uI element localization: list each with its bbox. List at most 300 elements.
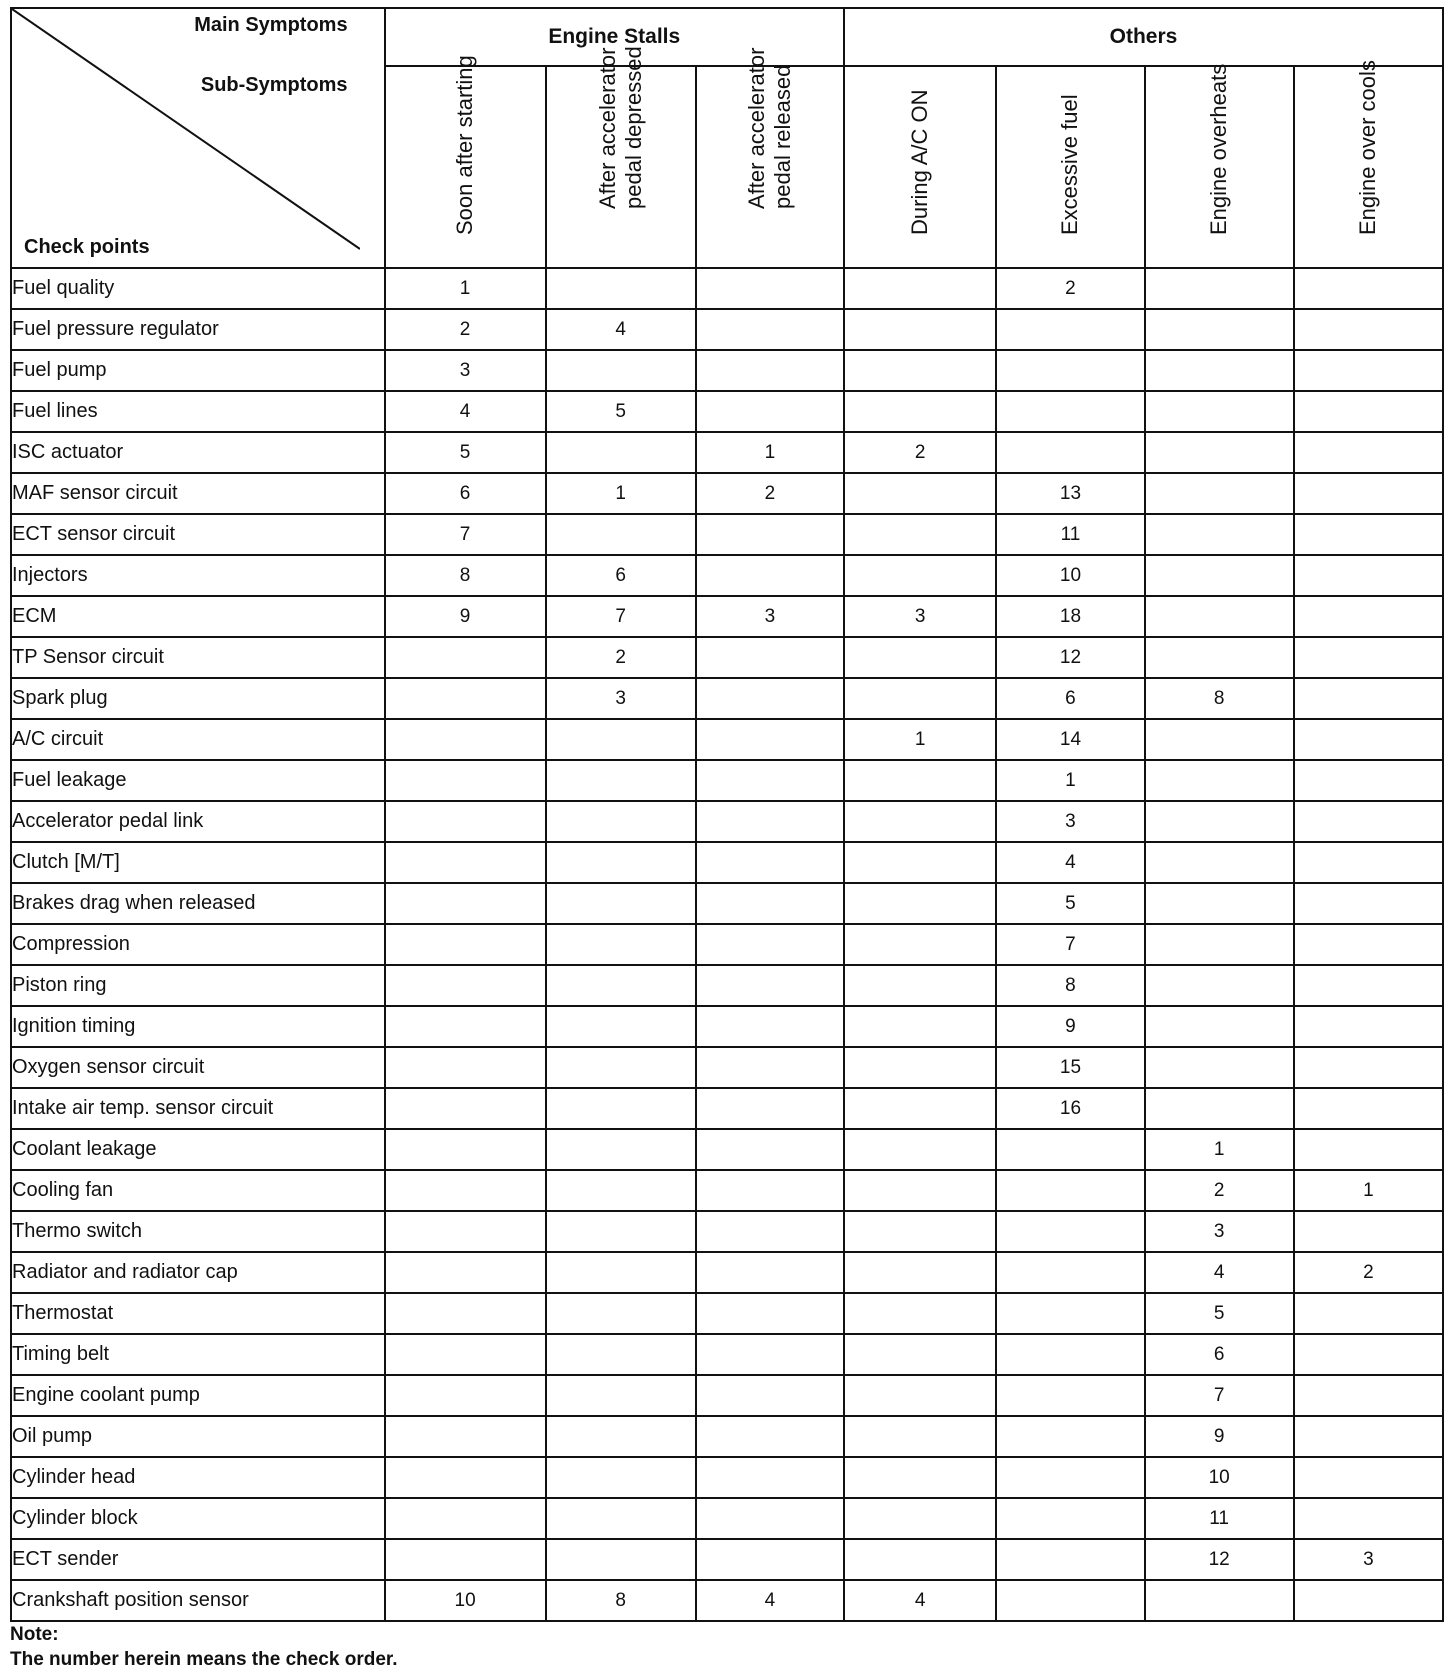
- check-order-cell: [546, 801, 696, 842]
- check-point-name: Oil pump: [11, 1416, 385, 1457]
- check-order-cell: [1145, 555, 1294, 596]
- check-order-cell: 5: [1145, 1293, 1294, 1334]
- table-row: [11, 842, 1443, 883]
- check-order-cell: 1: [546, 473, 696, 514]
- check-order-cell: 4: [385, 391, 546, 432]
- check-point-name: ISC actuator: [11, 432, 385, 473]
- check-order-cell: [1145, 719, 1294, 760]
- check-point-name: Fuel quality: [11, 268, 385, 309]
- table-row: [11, 965, 1443, 1006]
- table-row: [11, 1498, 1443, 1539]
- table-row: [11, 924, 1443, 965]
- check-order-cell: [996, 391, 1144, 432]
- check-order-cell: [1145, 1047, 1294, 1088]
- check-order-cell: [1145, 596, 1294, 637]
- check-order-cell: [1294, 1416, 1443, 1457]
- check-order-cell: [844, 1047, 996, 1088]
- check-order-cell: 3: [385, 350, 546, 391]
- check-order-cell: 12: [1145, 1539, 1294, 1580]
- check-order-cell: [385, 760, 546, 801]
- check-order-cell: 2: [844, 432, 996, 473]
- check-order-cell: [1145, 924, 1294, 965]
- check-order-cell: [385, 1498, 546, 1539]
- check-order-cell: 10: [1145, 1457, 1294, 1498]
- check-order-cell: [546, 1252, 696, 1293]
- check-order-cell: [1294, 473, 1443, 514]
- check-order-cell: [1294, 801, 1443, 842]
- check-order-cell: [1294, 1293, 1443, 1334]
- sub-symptom-header: [844, 66, 996, 268]
- check-points-label: Check points: [24, 236, 150, 258]
- check-order-cell: 5: [546, 391, 696, 432]
- check-order-cell: [996, 1539, 1144, 1580]
- check-order-cell: [996, 1211, 1144, 1252]
- check-order-cell: [385, 1293, 546, 1334]
- table-row: [11, 678, 1443, 719]
- check-order-cell: [385, 1047, 546, 1088]
- table-row: [11, 1539, 1443, 1580]
- check-order-cell: [1294, 760, 1443, 801]
- table-row: [11, 1047, 1443, 1088]
- table-row: [11, 760, 1443, 801]
- check-order-cell: [385, 719, 546, 760]
- sub-symptom-label: Engine over cools: [1355, 60, 1381, 235]
- check-order-cell: [844, 473, 996, 514]
- check-order-cell: [1294, 268, 1443, 309]
- check-order-cell: 12: [996, 637, 1144, 678]
- check-order-cell: [696, 924, 844, 965]
- check-order-cell: [844, 350, 996, 391]
- check-order-cell: 1: [696, 432, 844, 473]
- check-order-cell: 7: [546, 596, 696, 637]
- table-row: [11, 1416, 1443, 1457]
- check-order-cell: [996, 1252, 1144, 1293]
- check-order-cell: [844, 514, 996, 555]
- check-order-cell: 2: [1294, 1252, 1443, 1293]
- check-point-name: TP Sensor circuit: [11, 637, 385, 678]
- check-order-cell: [546, 965, 696, 1006]
- table-row: [11, 432, 1443, 473]
- check-order-cell: 10: [996, 555, 1144, 596]
- check-order-cell: 11: [996, 514, 1144, 555]
- sub-symptom-label: After accelerator pedal released: [743, 47, 795, 209]
- check-order-cell: [546, 350, 696, 391]
- check-order-cell: [996, 1129, 1144, 1170]
- table-body: [11, 268, 1443, 1621]
- check-order-cell: 3: [844, 596, 996, 637]
- check-order-cell: [1145, 391, 1294, 432]
- check-order-cell: 8: [385, 555, 546, 596]
- check-order-cell: [546, 1416, 696, 1457]
- check-order-cell: [696, 391, 844, 432]
- check-order-cell: [996, 1498, 1144, 1539]
- check-order-cell: 3: [696, 596, 844, 637]
- check-order-cell: [546, 1170, 696, 1211]
- check-order-cell: 1: [1145, 1129, 1294, 1170]
- check-order-cell: [1294, 1457, 1443, 1498]
- check-order-cell: [996, 350, 1144, 391]
- check-order-cell: 6: [1145, 1334, 1294, 1375]
- check-point-name: Timing belt: [11, 1334, 385, 1375]
- sub-symptom-header: [996, 66, 1144, 268]
- check-order-cell: [1294, 678, 1443, 719]
- check-order-cell: [546, 1375, 696, 1416]
- check-point-name: Compression: [11, 924, 385, 965]
- check-order-cell: [696, 965, 844, 1006]
- table-row: [11, 555, 1443, 596]
- check-point-name: Coolant leakage: [11, 1129, 385, 1170]
- check-order-cell: [546, 760, 696, 801]
- check-order-cell: 8: [546, 1580, 696, 1621]
- check-order-cell: [1145, 760, 1294, 801]
- check-order-cell: [1294, 1375, 1443, 1416]
- check-order-cell: [385, 1211, 546, 1252]
- check-order-cell: [844, 1211, 996, 1252]
- check-order-cell: [696, 1252, 844, 1293]
- sub-symptom-label: After accelerator pedal depressed: [594, 46, 646, 209]
- check-order-cell: 9: [1145, 1416, 1294, 1457]
- check-order-cell: [696, 1375, 844, 1416]
- check-order-cell: 6: [996, 678, 1144, 719]
- check-order-cell: [1145, 309, 1294, 350]
- check-order-cell: [385, 883, 546, 924]
- check-order-cell: 3: [996, 801, 1144, 842]
- check-order-cell: [546, 1129, 696, 1170]
- check-order-cell: 7: [996, 924, 1144, 965]
- check-order-cell: [996, 1334, 1144, 1375]
- check-order-cell: [696, 883, 844, 924]
- check-point-name: Spark plug: [11, 678, 385, 719]
- check-point-name: Thermostat: [11, 1293, 385, 1334]
- check-order-cell: 3: [1294, 1539, 1443, 1580]
- check-point-name: Oxygen sensor circuit: [11, 1047, 385, 1088]
- check-order-cell: 11: [1145, 1498, 1294, 1539]
- header-corner: [11, 8, 385, 268]
- check-order-cell: 8: [996, 965, 1144, 1006]
- check-point-name: Brakes drag when released: [11, 883, 385, 924]
- check-order-cell: 1: [1294, 1170, 1443, 1211]
- check-order-cell: [696, 719, 844, 760]
- check-point-name: ECM: [11, 596, 385, 637]
- check-order-cell: [546, 719, 696, 760]
- check-order-cell: [844, 924, 996, 965]
- check-order-cell: [1294, 350, 1443, 391]
- check-order-cell: [385, 924, 546, 965]
- table-row: [11, 801, 1443, 842]
- check-order-cell: 2: [385, 309, 546, 350]
- check-order-cell: [1145, 473, 1294, 514]
- check-order-cell: [844, 965, 996, 1006]
- check-order-cell: [546, 1088, 696, 1129]
- check-order-cell: [385, 637, 546, 678]
- check-order-cell: [844, 883, 996, 924]
- check-point-name: Fuel leakage: [11, 760, 385, 801]
- check-order-cell: [696, 1088, 844, 1129]
- check-point-name: Cylinder block: [11, 1498, 385, 1539]
- check-point-name: ECT sender: [11, 1539, 385, 1580]
- check-order-cell: [385, 678, 546, 719]
- sub-symptom-header: [696, 47, 844, 268]
- check-order-cell: [1294, 842, 1443, 883]
- check-order-cell: [1294, 1047, 1443, 1088]
- check-order-cell: [385, 1539, 546, 1580]
- check-order-cell: [696, 555, 844, 596]
- check-order-cell: [385, 801, 546, 842]
- table-row: [11, 1457, 1443, 1498]
- table-row: [11, 596, 1443, 637]
- check-point-name: Radiator and radiator cap: [11, 1252, 385, 1293]
- check-order-cell: 9: [996, 1006, 1144, 1047]
- check-order-cell: [546, 1498, 696, 1539]
- check-order-cell: [385, 1006, 546, 1047]
- check-order-cell: [546, 1293, 696, 1334]
- check-order-cell: [844, 842, 996, 883]
- sub-symptoms-label: Sub-Symptoms: [200, 74, 348, 96]
- check-order-cell: [546, 842, 696, 883]
- check-order-cell: 13: [996, 473, 1144, 514]
- check-order-cell: [844, 1375, 996, 1416]
- check-order-cell: [696, 1457, 844, 1498]
- check-order-cell: 1: [996, 760, 1144, 801]
- check-order-cell: [1145, 965, 1294, 1006]
- check-order-cell: [1294, 1211, 1443, 1252]
- check-order-cell: [996, 1580, 1144, 1621]
- table-row: [11, 1580, 1443, 1621]
- check-order-cell: 16: [996, 1088, 1144, 1129]
- check-order-cell: [1294, 1006, 1443, 1047]
- check-order-cell: [546, 268, 696, 309]
- table-row: [11, 1088, 1443, 1129]
- check-order-cell: [696, 842, 844, 883]
- check-order-cell: [844, 1129, 996, 1170]
- check-order-cell: [844, 309, 996, 350]
- check-point-name: Crankshaft position sensor: [11, 1580, 385, 1621]
- check-point-name: Engine coolant pump: [11, 1375, 385, 1416]
- check-order-cell: 14: [996, 719, 1144, 760]
- check-order-cell: [844, 391, 996, 432]
- check-order-cell: 7: [1145, 1375, 1294, 1416]
- check-order-cell: [844, 760, 996, 801]
- group-engine-stalls: Engine Stalls: [385, 8, 844, 66]
- check-order-cell: [996, 1293, 1144, 1334]
- check-order-cell: 3: [1145, 1211, 1294, 1252]
- check-order-cell: [696, 350, 844, 391]
- check-point-name: MAF sensor circuit: [11, 473, 385, 514]
- check-order-cell: 9: [385, 596, 546, 637]
- check-order-cell: [546, 432, 696, 473]
- table-row: [11, 473, 1443, 514]
- check-order-cell: [844, 1457, 996, 1498]
- check-order-cell: [1145, 1088, 1294, 1129]
- check-order-cell: [1294, 514, 1443, 555]
- check-order-cell: 1: [844, 719, 996, 760]
- sub-symptom-header: [546, 46, 696, 268]
- check-order-cell: [1145, 268, 1294, 309]
- check-order-cell: [1145, 432, 1294, 473]
- check-order-cell: [385, 842, 546, 883]
- sub-symptom-label: During A/C ON: [907, 89, 933, 235]
- check-order-cell: [1294, 719, 1443, 760]
- check-order-cell: [844, 1416, 996, 1457]
- check-order-cell: [696, 1416, 844, 1457]
- check-order-cell: [546, 883, 696, 924]
- check-order-cell: [1294, 391, 1443, 432]
- check-order-cell: [844, 1293, 996, 1334]
- check-point-name: Intake air temp. sensor circuit: [11, 1088, 385, 1129]
- check-order-cell: [844, 1170, 996, 1211]
- check-point-name: Ignition timing: [11, 1006, 385, 1047]
- check-order-cell: 3: [546, 678, 696, 719]
- check-order-cell: 8: [1145, 678, 1294, 719]
- check-order-cell: 5: [385, 432, 546, 473]
- check-order-cell: [385, 1252, 546, 1293]
- table-row: [11, 1252, 1443, 1293]
- table-row: [11, 1334, 1443, 1375]
- check-order-cell: [385, 1088, 546, 1129]
- check-order-cell: [696, 760, 844, 801]
- check-order-cell: [696, 1170, 844, 1211]
- check-order-cell: [546, 1539, 696, 1580]
- check-order-cell: [385, 1170, 546, 1211]
- table-row: [11, 1375, 1443, 1416]
- check-order-cell: [1294, 924, 1443, 965]
- check-order-cell: [1145, 637, 1294, 678]
- table-row: [11, 637, 1443, 678]
- check-point-name: ECT sensor circuit: [11, 514, 385, 555]
- table-row: [11, 350, 1443, 391]
- check-order-cell: [996, 1457, 1144, 1498]
- check-point-name: Fuel lines: [11, 391, 385, 432]
- table-row: [11, 1006, 1443, 1047]
- check-order-cell: [996, 1416, 1144, 1457]
- check-order-cell: 4: [696, 1580, 844, 1621]
- table-row: [11, 883, 1443, 924]
- check-order-cell: [844, 1006, 996, 1047]
- check-order-cell: [996, 309, 1144, 350]
- group-others: Others: [844, 8, 1443, 66]
- check-order-cell: 2: [996, 268, 1144, 309]
- check-order-cell: [1294, 309, 1443, 350]
- check-order-cell: [696, 1334, 844, 1375]
- check-order-cell: [385, 1457, 546, 1498]
- check-order-cell: [844, 1088, 996, 1129]
- check-order-cell: [1145, 1580, 1294, 1621]
- check-point-name: Cooling fan: [11, 1170, 385, 1211]
- check-order-cell: 2: [696, 473, 844, 514]
- check-order-cell: [696, 1293, 844, 1334]
- check-order-cell: [996, 1375, 1144, 1416]
- check-order-cell: [696, 801, 844, 842]
- sub-symptom-header: [1294, 60, 1443, 268]
- check-order-cell: [844, 801, 996, 842]
- sub-symptom-header: [1145, 63, 1294, 268]
- check-order-cell: [996, 1170, 1144, 1211]
- check-order-cell: 1: [385, 268, 546, 309]
- symptom-check-table: [10, 7, 1444, 1622]
- table-row: [11, 719, 1443, 760]
- check-order-cell: [1145, 1006, 1294, 1047]
- check-order-cell: [996, 432, 1144, 473]
- check-order-cell: [844, 268, 996, 309]
- check-point-name: Fuel pressure regulator: [11, 309, 385, 350]
- check-point-name: Clutch [M/T]: [11, 842, 385, 883]
- check-order-cell: [696, 1211, 844, 1252]
- check-order-cell: [1145, 514, 1294, 555]
- sub-symptom-header: [385, 55, 546, 268]
- check-order-cell: [546, 1457, 696, 1498]
- check-order-cell: [1294, 1129, 1443, 1170]
- check-point-name: Piston ring: [11, 965, 385, 1006]
- check-point-name: Fuel pump: [11, 350, 385, 391]
- check-order-cell: [844, 1252, 996, 1293]
- check-order-cell: [385, 1375, 546, 1416]
- check-order-cell: 10: [385, 1580, 546, 1621]
- note-text: The number herein means the check order.: [10, 1649, 398, 1670]
- check-order-cell: [696, 268, 844, 309]
- table-row: [11, 1211, 1443, 1252]
- table-row: [11, 1293, 1443, 1334]
- check-order-cell: [844, 1539, 996, 1580]
- check-order-cell: [1294, 432, 1443, 473]
- sub-symptom-label: Excessive fuel: [1057, 94, 1083, 235]
- check-order-cell: 6: [385, 473, 546, 514]
- check-order-cell: [385, 1416, 546, 1457]
- check-order-cell: [546, 1047, 696, 1088]
- check-order-cell: 6: [546, 555, 696, 596]
- table-row: [11, 309, 1443, 350]
- check-order-cell: [546, 1334, 696, 1375]
- check-point-name: Accelerator pedal link: [11, 801, 385, 842]
- check-order-cell: 4: [996, 842, 1144, 883]
- check-order-cell: [696, 1047, 844, 1088]
- check-order-cell: 4: [1145, 1252, 1294, 1293]
- check-order-cell: [1294, 596, 1443, 637]
- check-order-cell: [844, 1334, 996, 1375]
- table-row: [11, 391, 1443, 432]
- sub-symptom-label: Engine overheats: [1206, 63, 1232, 235]
- check-order-cell: [1294, 965, 1443, 1006]
- check-order-cell: 4: [546, 309, 696, 350]
- check-order-cell: [696, 1498, 844, 1539]
- check-order-cell: [1145, 842, 1294, 883]
- check-point-name: Thermo switch: [11, 1211, 385, 1252]
- sub-symptom-label: Soon after starting: [452, 55, 478, 235]
- check-order-cell: [546, 1211, 696, 1252]
- check-order-cell: 2: [1145, 1170, 1294, 1211]
- check-order-cell: [546, 924, 696, 965]
- check-order-cell: [696, 309, 844, 350]
- check-order-cell: 5: [996, 883, 1144, 924]
- check-order-cell: [546, 1006, 696, 1047]
- check-order-cell: [696, 1539, 844, 1580]
- check-order-cell: [385, 1129, 546, 1170]
- check-order-cell: [696, 514, 844, 555]
- check-order-cell: [1294, 1334, 1443, 1375]
- check-order-cell: [844, 1498, 996, 1539]
- check-order-cell: [696, 1129, 844, 1170]
- check-order-cell: [385, 1334, 546, 1375]
- check-order-cell: [1145, 883, 1294, 924]
- check-order-cell: [546, 514, 696, 555]
- note-title: Note:: [10, 1624, 59, 1645]
- check-order-cell: [1294, 883, 1443, 924]
- check-point-name: Injectors: [11, 555, 385, 596]
- check-order-cell: 15: [996, 1047, 1144, 1088]
- check-order-cell: [1294, 1088, 1443, 1129]
- corner-diagonal-line: [12, 9, 360, 267]
- table-row: [11, 1170, 1443, 1211]
- check-order-cell: [696, 637, 844, 678]
